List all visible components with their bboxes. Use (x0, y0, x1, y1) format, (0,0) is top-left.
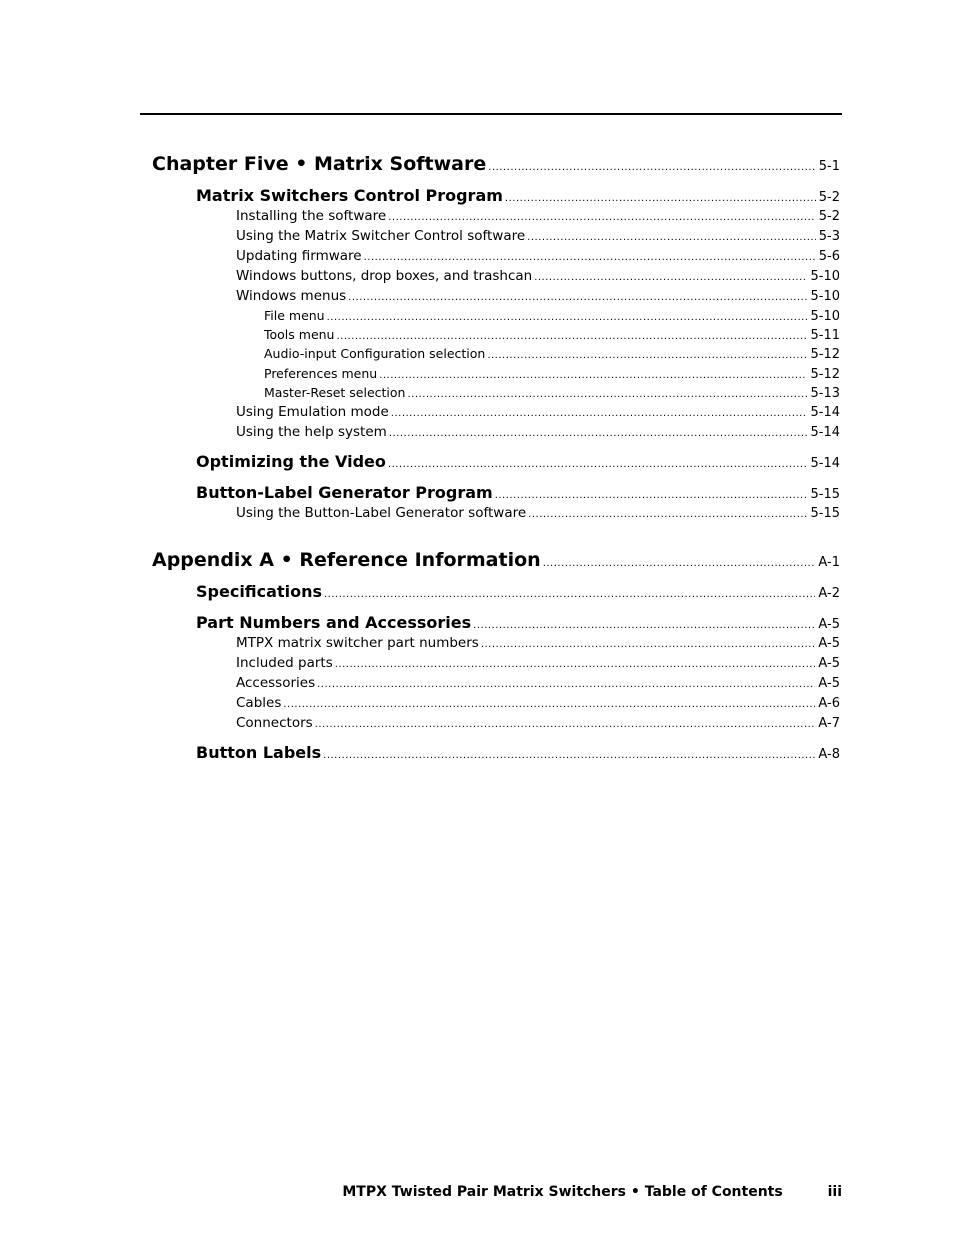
toc-entry-label: Preferences menu (264, 366, 378, 381)
toc-entry-page: 5-10 (810, 289, 840, 304)
toc-entry-page: 5-10 (810, 269, 840, 284)
toc-entry-page: A-6 (818, 696, 840, 711)
toc-entry (236, 288, 840, 304)
toc-leader (389, 428, 808, 439)
toc-leader (315, 719, 816, 730)
toc-entry-label: Included parts (236, 655, 333, 671)
toc-entry-label: MTPX matrix switcher part numbers (236, 635, 479, 651)
toc-leader (487, 350, 807, 361)
toc-leader (317, 679, 815, 690)
toc-leader (388, 212, 816, 223)
toc-entry-page: 5-3 (818, 229, 840, 244)
toc-entry-label: Using the Matrix Switcher Control software (236, 228, 526, 244)
toc-entry (196, 743, 840, 762)
toc-entry-label: Updating firmware (236, 248, 362, 264)
toc-entry-page: A-8 (818, 747, 840, 762)
toc-entry (196, 582, 840, 601)
toc-entry (236, 208, 840, 224)
toc-entry (236, 635, 840, 651)
toc-entry (236, 675, 840, 691)
toc-entry-page: A-2 (818, 586, 840, 601)
toc-entry-page: 5-6 (818, 249, 840, 264)
toc-entry-page: 5-10 (810, 309, 840, 324)
toc-entry-label: Cables (236, 695, 282, 711)
toc-leader (534, 272, 807, 283)
toc-entry-label: Using Emulation mode (236, 404, 389, 420)
toc-leader (283, 699, 815, 710)
toc-entry (236, 715, 840, 731)
toc-entry-page: 5-14 (810, 456, 840, 471)
toc-entry-label: Specifications (196, 582, 322, 601)
toc-entry (152, 153, 840, 175)
toc-leader (407, 389, 807, 400)
toc-entry-label: Using the help system (236, 424, 387, 440)
toc-entry-page: 5-14 (810, 425, 840, 440)
toc-entry-label: Optimizing the Video (196, 452, 386, 471)
toc-entry-label: Accessories (236, 675, 316, 691)
toc-entry (236, 268, 840, 284)
toc-entry (196, 452, 840, 471)
header-rule (140, 113, 842, 115)
toc-entry-page: 5-12 (810, 367, 840, 382)
toc-entry (236, 505, 840, 521)
toc-entry-page: A-7 (818, 716, 840, 731)
toc-leader (324, 589, 815, 600)
toc-entry-page: A-5 (818, 636, 840, 651)
toc-leader (348, 292, 807, 303)
toc-leader (505, 193, 816, 204)
toc-leader (527, 232, 816, 243)
toc-leader (336, 331, 807, 342)
toc-entry-page: 5-2 (818, 209, 840, 224)
footer-title: MTPX Twisted Pair Matrix Switchers • Table of Contents (342, 1184, 783, 1200)
toc-entry-page: 5-1 (818, 159, 840, 174)
toc-entry (264, 385, 840, 401)
toc-entry-page: 5-13 (810, 386, 840, 401)
toc-entry-label: Master-Reset selection (264, 385, 406, 400)
page-footer (342, 1184, 842, 1200)
toc-leader (488, 162, 816, 173)
toc-leader (481, 639, 816, 650)
toc-entry (196, 483, 840, 502)
toc-leader (335, 659, 816, 670)
toc-leader (323, 750, 815, 761)
toc-leader (495, 490, 808, 501)
toc-entry-label: Connectors (236, 715, 313, 731)
toc-entry-label: Button-Label Generator Program (196, 483, 493, 502)
toc-leader (473, 620, 815, 631)
toc-entry (236, 655, 840, 671)
toc-entry (264, 366, 840, 382)
toc-entry-label: Windows menus (236, 288, 347, 304)
toc-entry-page: 5-11 (810, 328, 840, 343)
toc-entry-label: Installing the software (236, 208, 387, 224)
toc-entry-page: 5-2 (818, 190, 840, 205)
toc-entry-page: A-5 (818, 617, 840, 632)
toc-entry-page: A-5 (818, 656, 840, 671)
toc-entry (236, 424, 840, 440)
toc-entry-page: 5-12 (810, 347, 840, 362)
toc-entry-label: Chapter Five • Matrix Software (152, 153, 487, 175)
toc-entry-label: Tools menu (264, 327, 335, 342)
toc-entry-label: Using the Button-Label Generator software (236, 505, 527, 521)
toc-entry-page: 5-15 (810, 506, 840, 521)
toc-entry (264, 346, 840, 362)
toc-leader (543, 558, 816, 569)
toc-entry (152, 549, 840, 571)
toc-entry (236, 228, 840, 244)
toc-entry (264, 327, 840, 343)
toc-entry-label: File menu (264, 308, 325, 323)
toc-entry (236, 248, 840, 264)
toc-entry (196, 613, 840, 632)
toc-entry (264, 308, 840, 324)
toc-leader (391, 408, 808, 419)
toc-entry-label: Audio-input Configuration selection (264, 346, 486, 361)
footer-page-number: iii (827, 1184, 842, 1200)
toc-entry-page: A-5 (818, 676, 840, 691)
toc-leader (379, 370, 807, 381)
toc-leader (388, 459, 808, 470)
toc-entry (236, 404, 840, 420)
toc-entry-label: Matrix Switchers Control Program (196, 186, 503, 205)
toc-entry-label: Appendix A • Reference Information (152, 549, 541, 571)
toc-entry-label: Part Numbers and Accessories (196, 613, 472, 632)
toc-entry (236, 695, 840, 711)
toc-entry (196, 186, 840, 205)
toc-entry-page: A-1 (818, 555, 840, 570)
toc-leader (327, 312, 808, 323)
toc-entry-label: Button Labels (196, 743, 322, 762)
toc-entry-label: Windows buttons, drop boxes, and trashcan (236, 268, 533, 284)
toc-leader (528, 509, 807, 520)
toc-leader (364, 252, 816, 263)
toc-entry-page: 5-14 (810, 405, 840, 420)
toc-entry-page: 5-15 (810, 487, 840, 502)
